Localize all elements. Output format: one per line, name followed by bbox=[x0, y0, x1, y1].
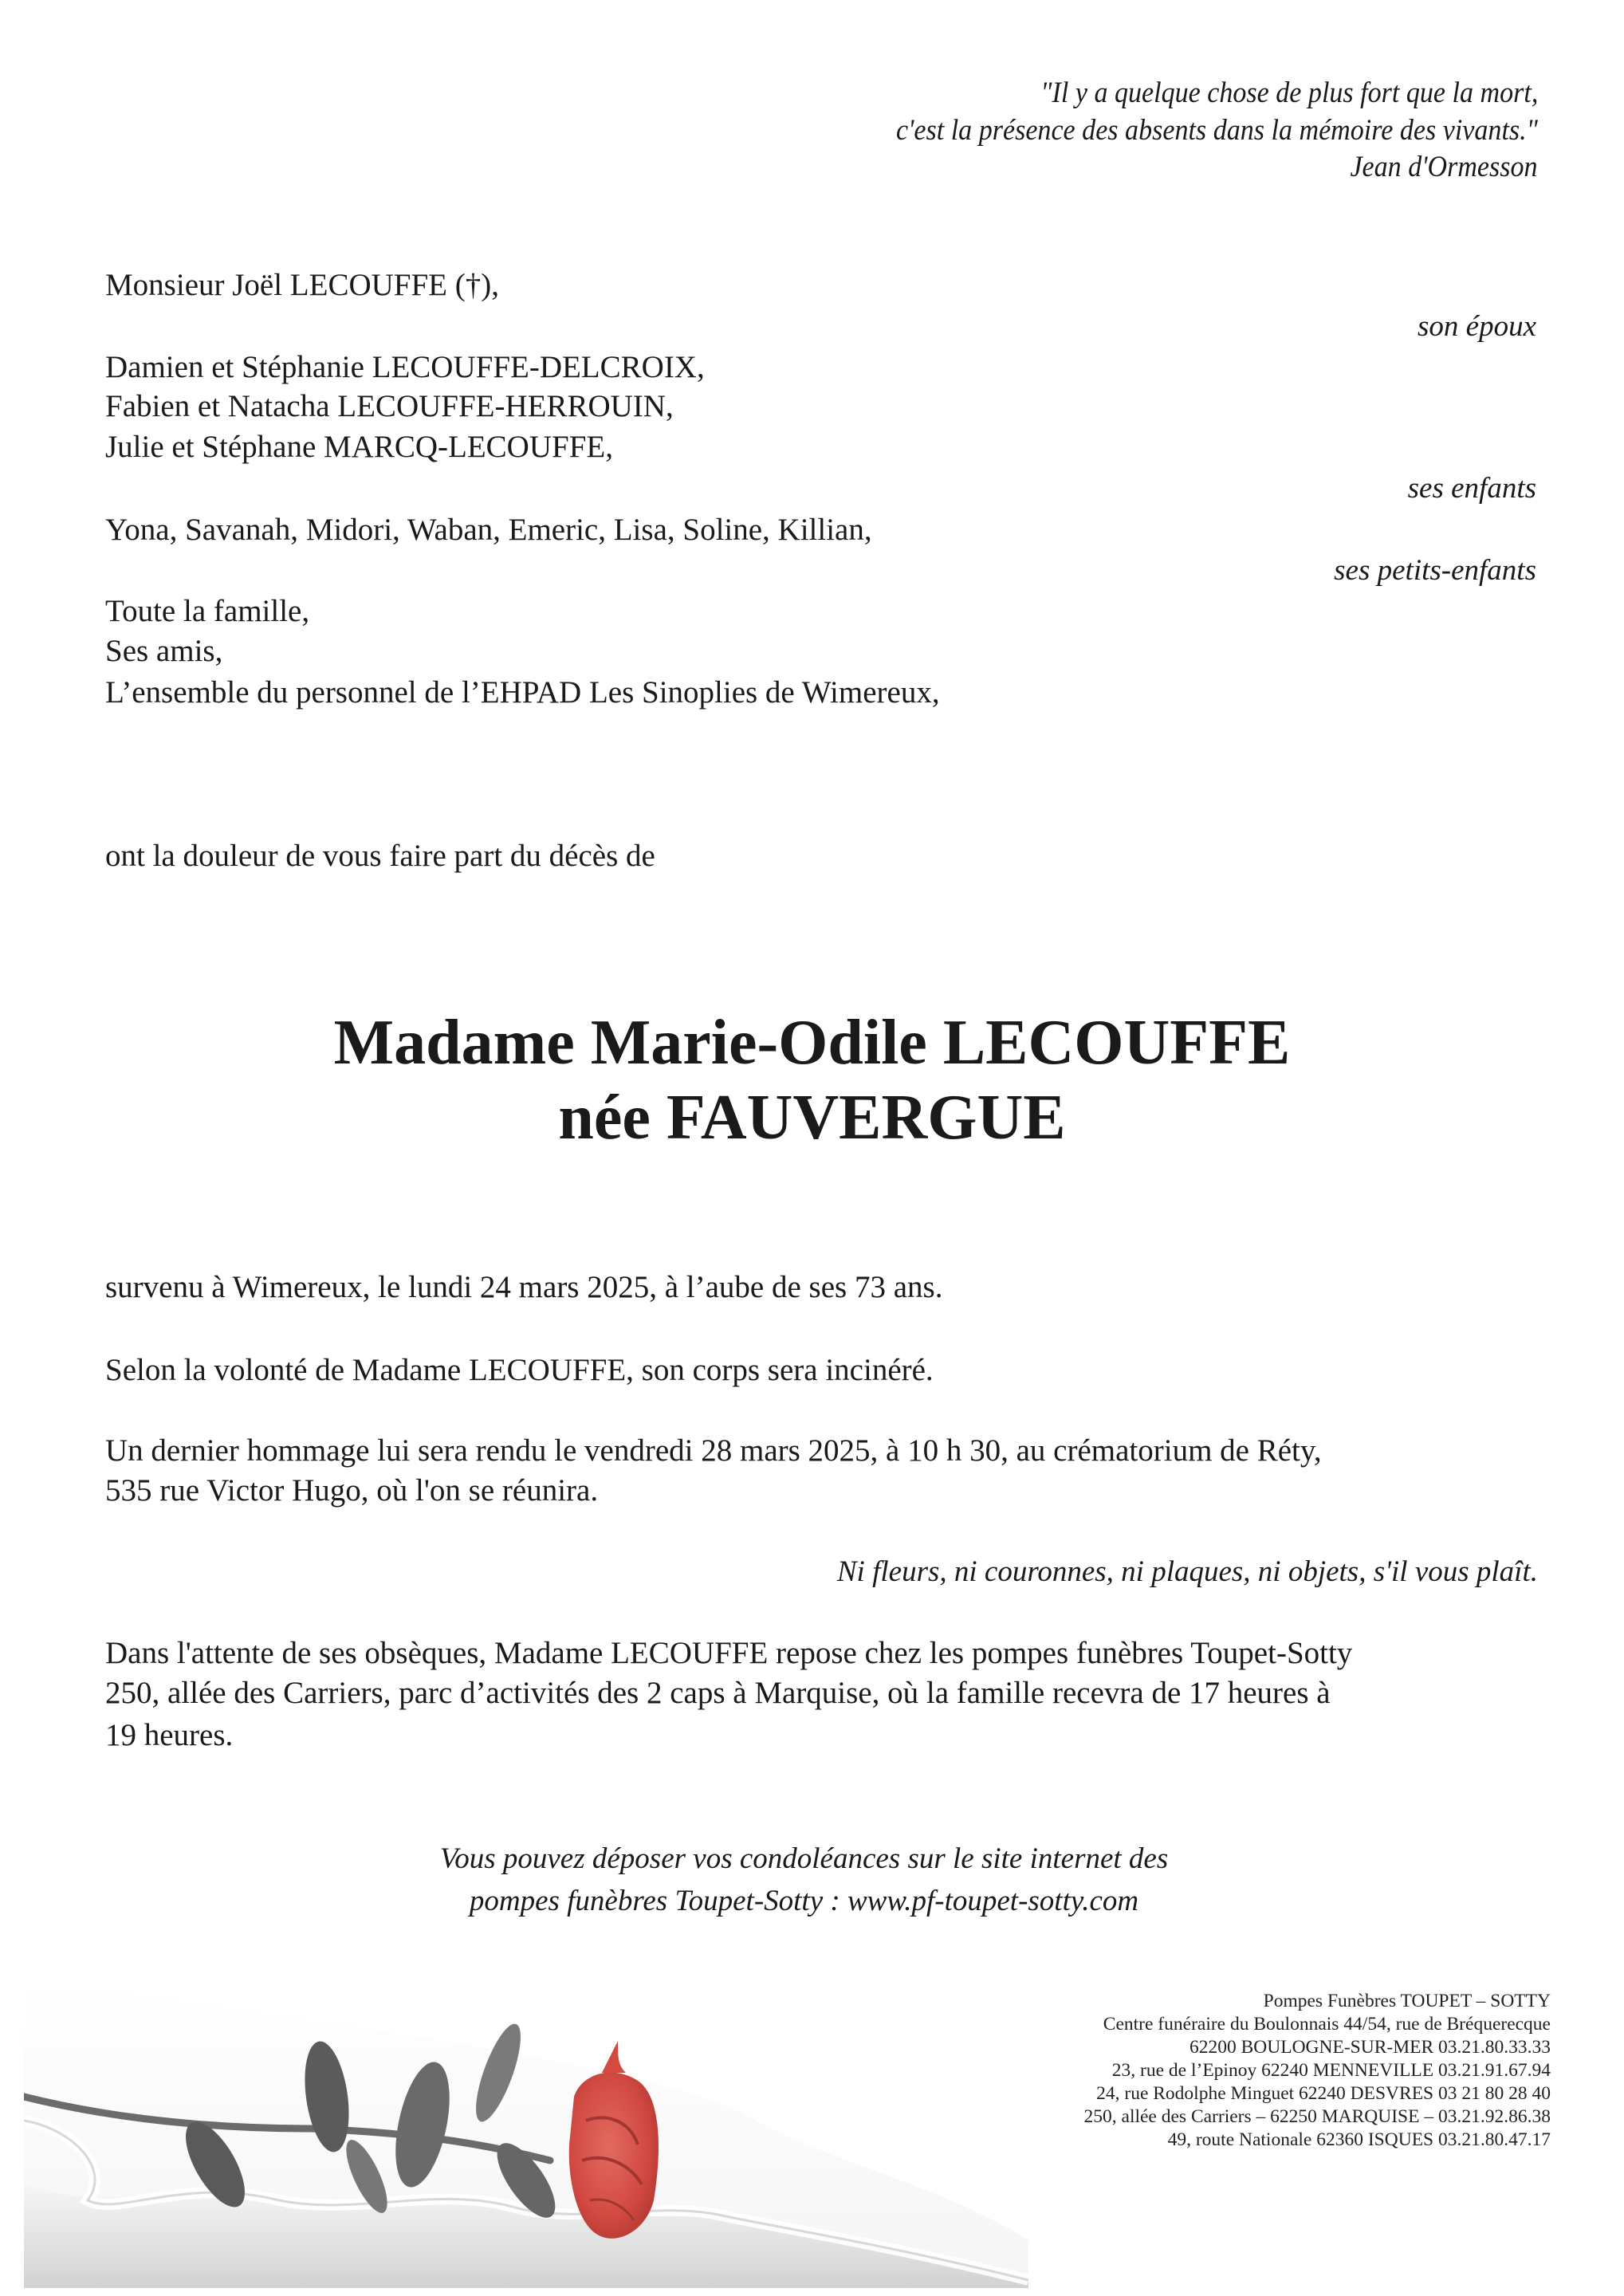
quote-author: Jean d'Ormesson bbox=[1350, 151, 1538, 183]
ceremony-line-1: Un dernier hommage lui sera rendu le vendredi 28 mars 2025, à 10 h 30, au crématorium de Réty, bbox=[105, 1433, 1322, 1468]
funeral-home-line: Pompes Funèbres TOUPET – SOTTY bbox=[1263, 1991, 1551, 2011]
others-line: L’ensemble du personnel de l’EHPAD Les Sinoplies de Wimereux, bbox=[105, 675, 940, 710]
quote-line-2: c'est la présence des absents dans la mémoire des vivants." bbox=[896, 114, 1538, 147]
children-relation: ses enfants bbox=[1407, 472, 1536, 505]
spouse-relation: son époux bbox=[1418, 310, 1536, 343]
child-line: Fabien et Natacha LECOUFFE-HERROUIN, bbox=[105, 389, 674, 423]
child-line: Julie et Stéphane MARCQ-LECOUFFE, bbox=[105, 430, 613, 464]
funeral-home-line: 49, route Nationale 62360 ISQUES 03.21.80.47.17 bbox=[1167, 2129, 1551, 2150]
funeral-home-line: 24, rue Rodolphe Minguet 62240 DESVRES 03 21 80 28 40 bbox=[1096, 2083, 1551, 2104]
condolences-line-1: Vous pouvez déposer vos condoléances sur le site internet des bbox=[439, 1842, 1169, 1875]
funeral-home-line: Centre funéraire du Boulonnais 44/54, rue de Bréquerecque bbox=[1103, 2014, 1551, 2035]
condolences-line-2: pompes funèbres Toupet-Sotty : www.pf-toupet-sotty.com bbox=[469, 1885, 1139, 1917]
spouse-name: Monsieur Joël LECOUFFE (†), bbox=[105, 268, 499, 302]
funeral-home-line: 250, allée des Carriers – 62250 MARQUISE – 03.21.92.86.38 bbox=[1083, 2106, 1551, 2127]
rose-on-beach-illustration bbox=[24, 1977, 1028, 2288]
rest-line-3: 19 heures. bbox=[105, 1718, 234, 1752]
grandchildren-relation: ses petits-enfants bbox=[1334, 554, 1536, 587]
rest-line-2: 250, allée des Carriers, parc d’activités des 2 caps à Marquise, où la famille recevra de 17 heures à bbox=[105, 1676, 1331, 1710]
child-line: Damien et Stéphanie LECOUFFE-DELCROIX, bbox=[105, 350, 705, 384]
announcement: ont la douleur de vous faire part du décès de bbox=[105, 839, 655, 873]
ceremony-line-2: 535 rue Victor Hugo, où l'on se réunira. bbox=[105, 1473, 599, 1508]
rest-line-1: Dans l'attente de ses obsèques, Madame LECOUFFE repose chez les pompes funèbres Toupet-Sotty bbox=[105, 1636, 1353, 1670]
death-details: survenu à Wimereux, le lundi 24 mars 2025, à l’aube de ses 73 ans. bbox=[105, 1270, 943, 1304]
cremation-wish: Selon la volonté de Madame LECOUFFE, son corps sera incinéré. bbox=[105, 1353, 934, 1387]
funeral-home-line: 23, rue de l’Epinoy 62240 MENNEVILLE 03.21.91.67.94 bbox=[1111, 2060, 1551, 2081]
deceased-name: Madame Marie-Odile LECOUFFE bbox=[333, 1008, 1291, 1078]
quote-line-1: "Il y a quelque chose de plus fort que la mort, bbox=[1040, 77, 1538, 109]
grandchildren-names: Yona, Savanah, Midori, Waban, Emeric, Lisa, Soline, Killian, bbox=[105, 513, 872, 547]
funeral-home-line: 62200 BOULOGNE-SUR-MER 03.21.80.33.33 bbox=[1189, 2037, 1551, 2058]
no-flowers-notice: Ni fleurs, ni couronnes, ni plaques, ni objets, s'il vous plaît. bbox=[836, 1555, 1538, 1588]
others-line: Toute la famille, bbox=[105, 594, 310, 628]
deceased-maiden-name: née FAUVERGUE bbox=[558, 1083, 1066, 1153]
others-line: Ses amis, bbox=[105, 634, 223, 668]
